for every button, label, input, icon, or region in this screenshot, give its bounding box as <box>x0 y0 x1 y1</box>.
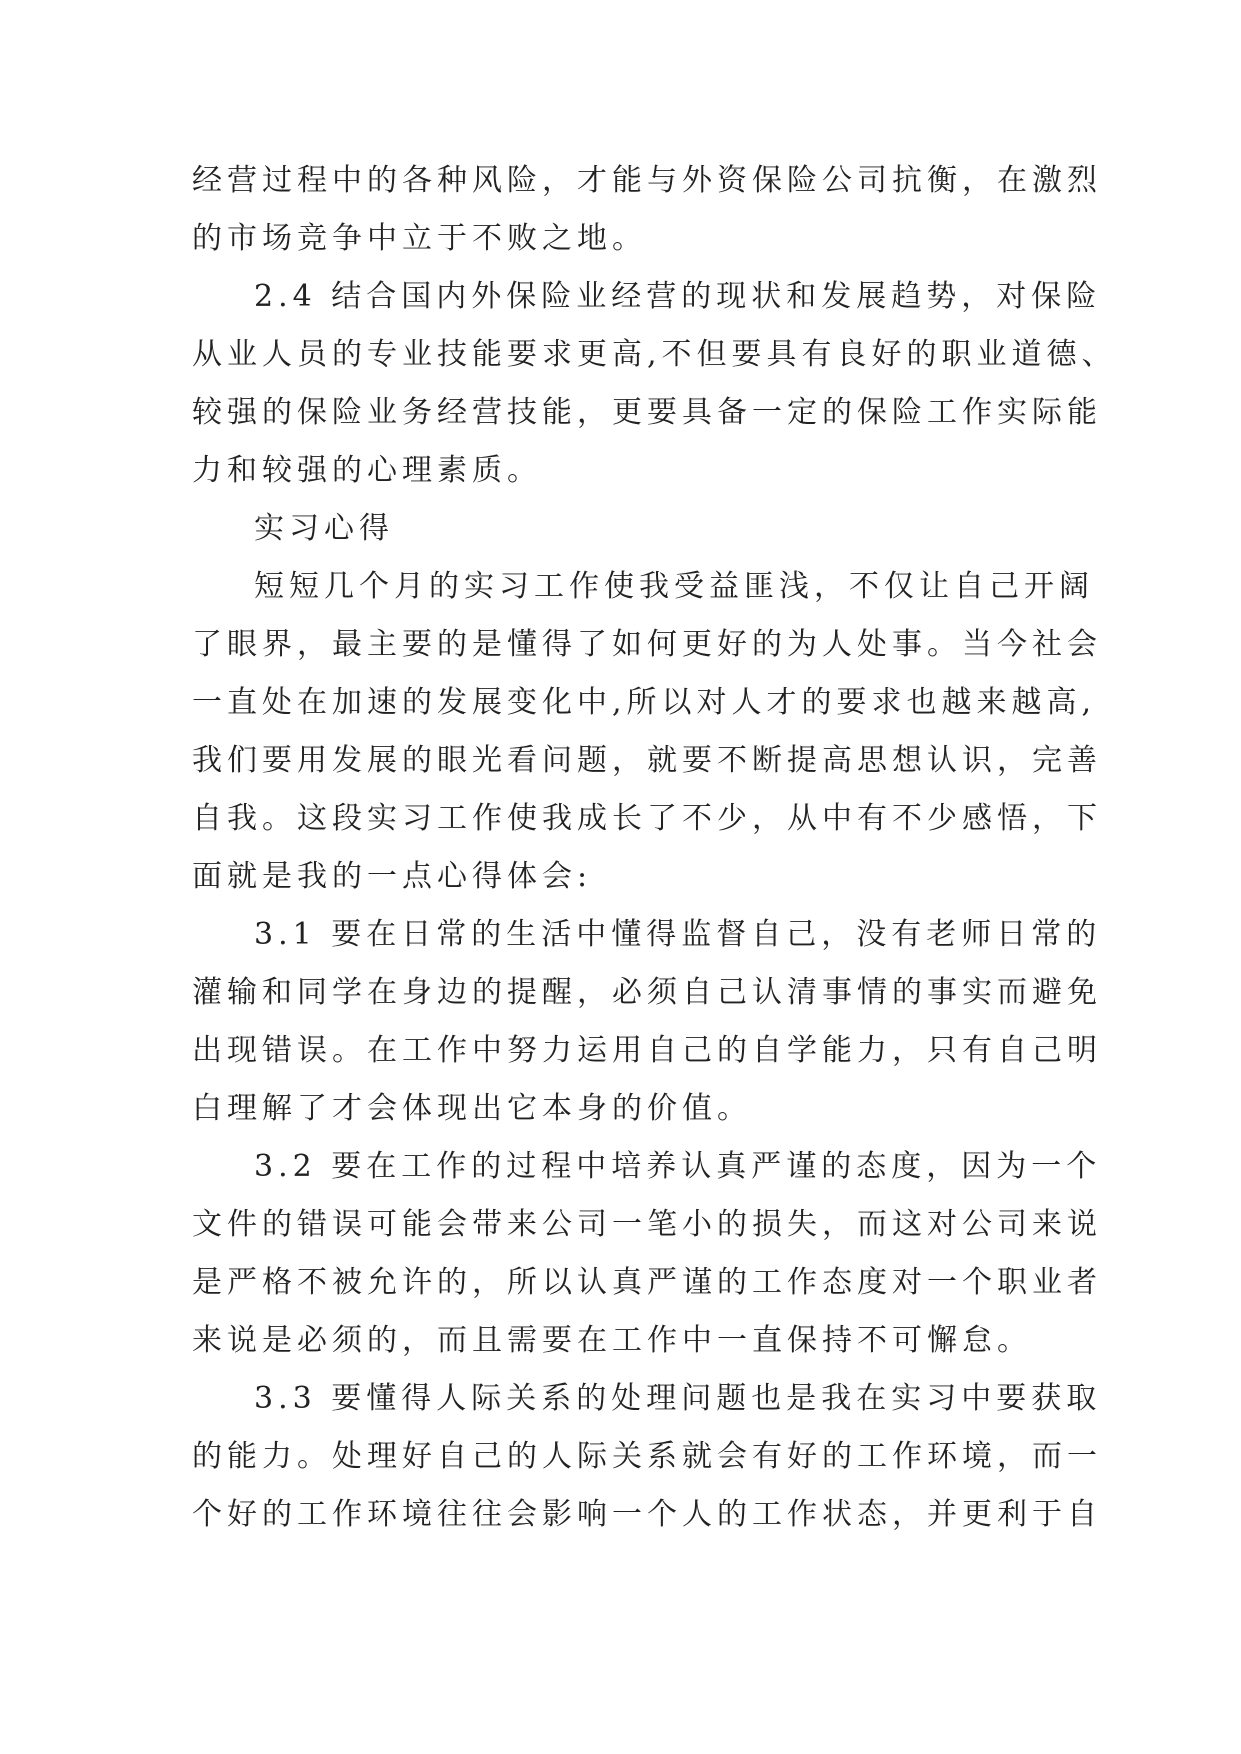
text-line: 我们要用发展的眼光看问题，就要不断提高思想认识，完善 <box>192 743 1102 778</box>
text-line: 3.3 要懂得人际关系的处理问题也是我在实习中要获取 <box>254 1381 1102 1416</box>
text-line: 自我。这段实习工作使我成长了不少，从中有不少感悟，下 <box>192 801 1102 836</box>
text-line: 经营过程中的各种风险，才能与外资保险公司抗衡，在激烈 <box>192 163 1102 198</box>
text-line: 短短几个月的实习工作使我受益匪浅，不仅让自己开阔 <box>254 569 1094 604</box>
text-line: 面就是我的一点心得体会: <box>192 859 593 894</box>
text-line: 来说是必须的，而且需要在工作中一直保持不可懈怠。 <box>192 1323 1032 1358</box>
text-line: 是严格不被允许的，所以认真严谨的工作态度对一个职业者 <box>192 1265 1102 1300</box>
text-line: 灌输和同学在身边的提醒，必须自己认清事情的事实而避免 <box>192 975 1102 1010</box>
text-line: 3.2 要在工作的过程中培养认真严谨的态度，因为一个 <box>254 1149 1102 1184</box>
text-line: 的能力。处理好自己的人际关系就会有好的工作环境，而一 <box>192 1439 1102 1474</box>
text-line: 了眼界，最主要的是懂得了如何更好的为人处事。当今社会 <box>192 627 1102 662</box>
text-line: 出现错误。在工作中努力运用自己的自学能力，只有自己明 <box>192 1033 1102 1068</box>
text-line: 一直处在加速的发展变化中,所以对人才的要求也越来越高, <box>192 685 1097 720</box>
section-heading: 实习心得 <box>254 511 394 546</box>
text-line: 白理解了才会体现出它本身的价值。 <box>192 1091 752 1126</box>
text-line: 的市场竞争中立于不败之地。 <box>192 221 647 256</box>
text-line: 个好的工作环境往往会影响一个人的工作状态，并更利于自 <box>192 1497 1102 1532</box>
text-line: 从业人员的专业技能要求更高,不但要具有良好的职业道德、 <box>192 337 1117 372</box>
text-line: 力和较强的心理素质。 <box>192 453 542 488</box>
text-line: 2.4 结合国内外保险业经营的现状和发展趋势，对保险 <box>254 279 1102 314</box>
text-line: 3.1 要在日常的生活中懂得监督自己，没有老师日常的 <box>254 917 1102 952</box>
text-line: 较强的保险业务经营技能，更要具备一定的保险工作实际能 <box>192 395 1102 430</box>
text-line: 文件的错误可能会带来公司一笔小的损失，而这对公司来说 <box>192 1207 1102 1242</box>
